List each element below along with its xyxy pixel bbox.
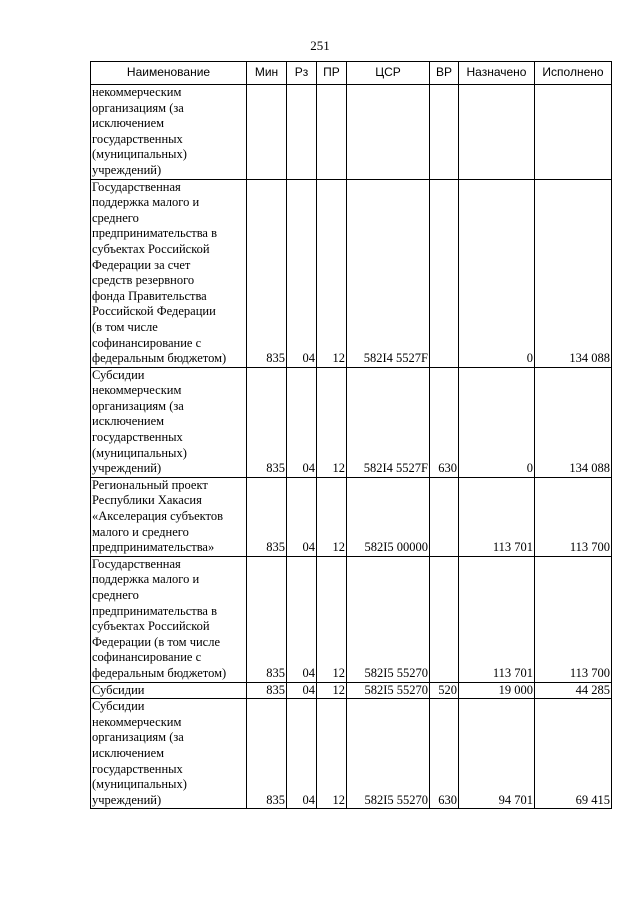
min-cell bbox=[247, 85, 287, 180]
name-line: Субсидии bbox=[92, 699, 145, 714]
name-line: поддержка малого и bbox=[92, 572, 200, 587]
name-cell bbox=[91, 367, 247, 477]
executed-cell: 69 415 bbox=[535, 699, 612, 809]
vr-cell bbox=[430, 179, 459, 367]
name-line: (в том числе bbox=[92, 319, 158, 334]
name-line: некоммерческим bbox=[92, 383, 182, 398]
name-line: некоммерческим bbox=[92, 714, 182, 729]
assigned-cell: 19 000 bbox=[459, 682, 535, 699]
name-line: поддержка малого и bbox=[92, 195, 200, 210]
executed-cell: 134 088 bbox=[535, 179, 612, 367]
vr-cell: 630 bbox=[430, 699, 459, 809]
assigned-cell: 0 bbox=[459, 179, 535, 367]
name-line: предпринимательства» bbox=[92, 540, 215, 555]
name-cell bbox=[91, 179, 247, 367]
csr-cell: 582I4 5527F bbox=[347, 179, 430, 367]
min-cell: 835 bbox=[247, 556, 287, 682]
vr-cell bbox=[430, 477, 459, 556]
vr-cell bbox=[430, 556, 459, 682]
rz-cell: 04 bbox=[287, 682, 317, 699]
name-cell bbox=[91, 556, 247, 682]
table-row bbox=[91, 477, 612, 556]
name-line: предпринимательства в bbox=[92, 603, 218, 618]
pr-cell: 12 bbox=[317, 179, 347, 367]
name-line: софинансирование с bbox=[92, 650, 202, 665]
name-line: Федерации (в том числе bbox=[92, 634, 221, 649]
name-line: «Акселерация субъектов bbox=[92, 509, 224, 524]
name-line: исключением bbox=[92, 414, 165, 429]
page-number: 251 bbox=[310, 38, 330, 53]
name-line: федеральным бюджетом) bbox=[92, 665, 227, 680]
column-header-rz: Рз bbox=[287, 62, 317, 85]
assigned-cell bbox=[459, 85, 535, 180]
executed-cell: 134 088 bbox=[535, 367, 612, 477]
name-line: Российской Федерации bbox=[92, 304, 216, 319]
name-line: софинансирование с bbox=[92, 335, 202, 350]
name-cell bbox=[91, 682, 247, 699]
column-header-vr: ВР bbox=[430, 62, 459, 85]
name-line: среднего bbox=[92, 210, 139, 225]
table-row bbox=[91, 699, 612, 809]
min-cell: 835 bbox=[247, 699, 287, 809]
name-line: исключением bbox=[92, 745, 165, 760]
name-line: государственных bbox=[92, 761, 183, 776]
name-line: субъектах Российской bbox=[92, 619, 210, 634]
rz-cell: 04 bbox=[287, 699, 317, 809]
min-cell: 835 bbox=[247, 367, 287, 477]
name-line: учреждений) bbox=[92, 792, 162, 807]
min-cell: 835 bbox=[247, 682, 287, 699]
table-row bbox=[91, 556, 612, 682]
vr-cell: 520 bbox=[430, 682, 459, 699]
executed-cell: 44 285 bbox=[535, 682, 612, 699]
name-line: Государственная bbox=[92, 556, 181, 571]
name-line: субъектах Российской bbox=[92, 241, 210, 256]
csr-cell: 582I5 00000 bbox=[347, 477, 430, 556]
name-line: Субсидии bbox=[92, 367, 145, 382]
min-cell: 835 bbox=[247, 179, 287, 367]
name-line: малого и среднего bbox=[92, 524, 189, 539]
name-line: некоммерческим bbox=[92, 85, 182, 99]
table-row bbox=[91, 179, 612, 367]
name-line: (муниципальных) bbox=[92, 777, 187, 792]
name-cell bbox=[91, 85, 247, 180]
table-body bbox=[91, 85, 612, 809]
table-row bbox=[91, 367, 612, 477]
name-line: государственных bbox=[92, 430, 183, 445]
name-line: федеральным бюджетом) bbox=[92, 351, 227, 366]
name-line: Субсидии bbox=[92, 682, 145, 697]
name-line: среднего bbox=[92, 588, 139, 602]
assigned-cell: 113 701 bbox=[459, 556, 535, 682]
name-line: организациям (за bbox=[92, 398, 184, 413]
name-line: учреждений) bbox=[92, 162, 162, 177]
assigned-cell: 94 701 bbox=[459, 699, 535, 809]
csr-cell bbox=[347, 85, 430, 180]
table-header-row bbox=[91, 62, 612, 85]
table-row bbox=[91, 682, 612, 699]
pr-cell: 12 bbox=[317, 699, 347, 809]
table-row bbox=[91, 85, 612, 180]
rz-cell: 04 bbox=[287, 367, 317, 477]
column-header-name: Наименование bbox=[91, 62, 247, 85]
name-line: учреждений) bbox=[92, 461, 162, 476]
column-header-min: Мин bbox=[247, 62, 287, 85]
min-cell: 835 bbox=[247, 477, 287, 556]
name-line: (муниципальных) bbox=[92, 445, 187, 460]
name-line: Региональный проект bbox=[92, 477, 208, 492]
pr-cell: 12 bbox=[317, 682, 347, 699]
name-line: фонда Правительства bbox=[92, 288, 207, 303]
pr-cell bbox=[317, 85, 347, 180]
vr-cell bbox=[430, 85, 459, 180]
csr-cell: 582I4 5527F bbox=[347, 367, 430, 477]
pr-cell: 12 bbox=[317, 556, 347, 682]
column-header-executed: Исполнено bbox=[535, 62, 612, 85]
pr-cell: 12 bbox=[317, 367, 347, 477]
name-line: государственных bbox=[92, 131, 183, 146]
rz-cell: 04 bbox=[287, 477, 317, 556]
name-line: Федерации за счет bbox=[92, 257, 191, 272]
csr-cell: 582I5 55270 bbox=[347, 556, 430, 682]
pr-cell: 12 bbox=[317, 477, 347, 556]
name-cell bbox=[91, 699, 247, 809]
name-line: организациям (за bbox=[92, 100, 184, 115]
column-header-assigned: Назначено bbox=[459, 62, 535, 85]
executed-cell bbox=[535, 85, 612, 180]
rz-cell bbox=[287, 85, 317, 180]
name-line: Государственная bbox=[92, 179, 181, 194]
name-line: предпринимательства в bbox=[92, 226, 218, 241]
name-line: (муниципальных) bbox=[92, 147, 187, 162]
budget-table bbox=[90, 61, 612, 809]
rz-cell: 04 bbox=[287, 179, 317, 367]
name-line: организациям (за bbox=[92, 730, 184, 745]
rz-cell: 04 bbox=[287, 556, 317, 682]
name-line: исключением bbox=[92, 116, 165, 131]
name-line: Республики Хакасия bbox=[92, 493, 202, 508]
executed-cell: 113 700 bbox=[535, 477, 612, 556]
csr-cell: 582I5 55270 bbox=[347, 699, 430, 809]
csr-cell: 582I5 55270 bbox=[347, 682, 430, 699]
column-header-pr: ПР bbox=[317, 62, 347, 85]
executed-cell: 113 700 bbox=[535, 556, 612, 682]
column-header-csr: ЦСР bbox=[347, 62, 430, 85]
name-cell bbox=[91, 477, 247, 556]
assigned-cell: 113 701 bbox=[459, 477, 535, 556]
assigned-cell: 0 bbox=[459, 367, 535, 477]
vr-cell: 630 bbox=[430, 367, 459, 477]
name-line: средств резервного bbox=[92, 273, 195, 288]
